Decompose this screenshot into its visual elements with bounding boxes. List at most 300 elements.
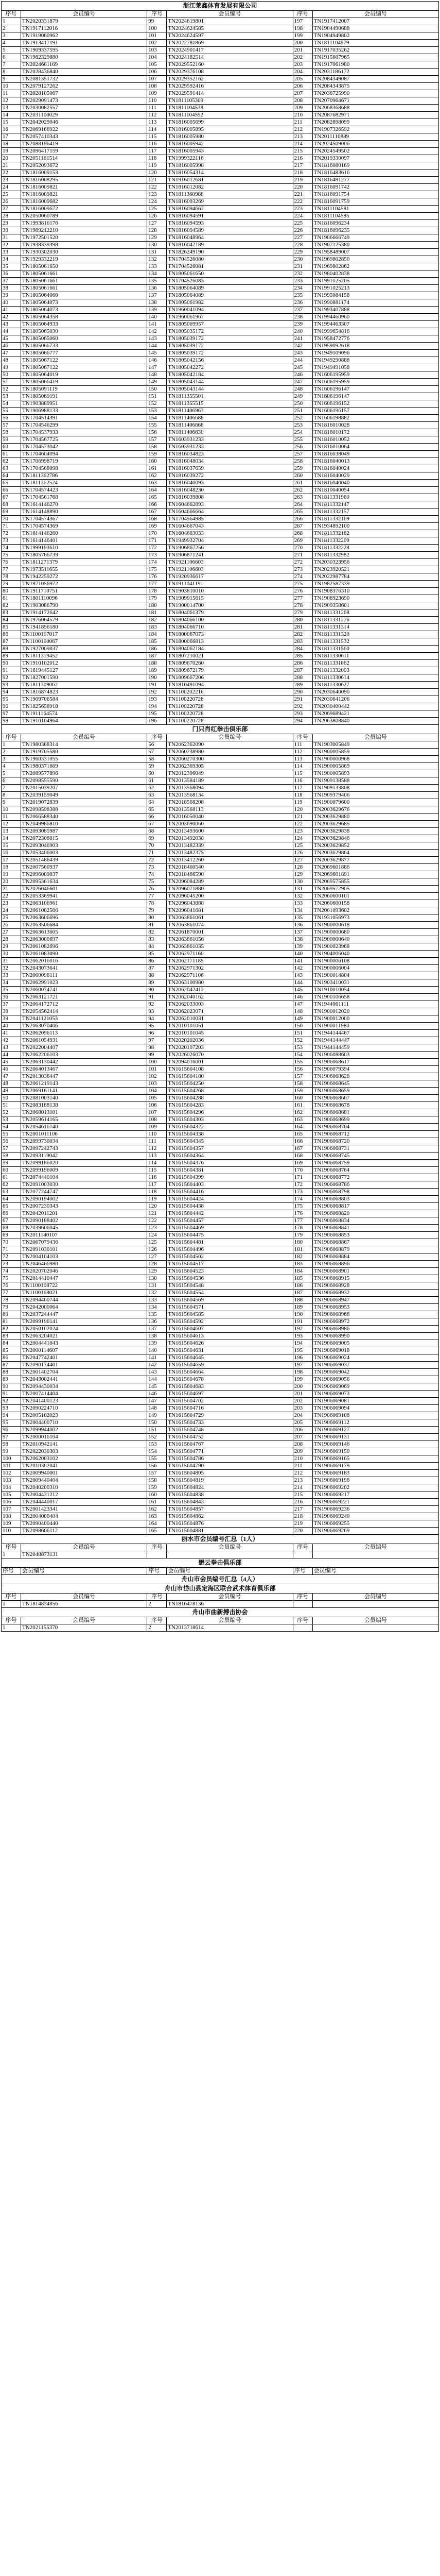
member-code-cell: TN2013492038 [167, 835, 293, 842]
index-cell: 123 [147, 1225, 167, 1232]
index-cell: 143 [147, 1369, 167, 1376]
member-code-cell: TN1816009153 [21, 170, 147, 177]
member-code-cell: TN2098606112 [21, 1528, 147, 1535]
member-code-cell: TN2062369305 [167, 763, 293, 770]
member-code-cell: TN2031100029 [21, 112, 147, 119]
index-cell: 263 [293, 494, 312, 501]
index-cell: 7 [2, 785, 21, 792]
table-row [2, 105, 439, 112]
index-cell: 279 [293, 609, 312, 617]
member-code-cell: TN2030400442 [312, 703, 438, 710]
index-cell: 231 [293, 263, 312, 270]
table-row [2, 32, 439, 40]
member-code-cell: TN1615604288 [167, 1095, 293, 1102]
index-cell: 76 [2, 1282, 21, 1290]
index-cell: 120 [147, 1203, 167, 1210]
index-cell: 285 [293, 653, 312, 660]
index-cell: 78 [147, 900, 167, 907]
member-code-cell: TN1811332157 [312, 509, 438, 516]
index-cell: 126 [147, 213, 167, 220]
table-row [2, 1463, 439, 1470]
member-code-cell: TN1615604250 [167, 1080, 293, 1088]
index-cell: 152 [293, 1037, 312, 1044]
index-cell: 108 [147, 1116, 167, 1124]
member-code-cell: TN2061093602 [312, 907, 438, 914]
member-code-cell: TN1906068896 [312, 1261, 438, 1268]
member-code-header: 会员编号 [167, 1594, 293, 1601]
member-code-cell: TN1800066813 [167, 638, 293, 646]
section-title: 门只肖红拳击俱乐部 [2, 725, 439, 734]
index-cell: 127 [293, 857, 312, 864]
table-row [2, 429, 439, 436]
index-cell: 156 [293, 1066, 312, 1073]
table-row [2, 198, 439, 206]
index-cell: 121 [147, 1210, 167, 1217]
index-cell: 138 [293, 936, 312, 943]
member-code-cell: TN2074440104 [21, 1174, 147, 1181]
member-code-cell: TN2039159049 [21, 792, 147, 799]
member-code-cell: TN1906068817 [312, 1203, 438, 1210]
table-row [2, 1362, 439, 1369]
member-code-cell: TN1906068915 [312, 1275, 438, 1282]
member-code-cell: TN2094400744 [21, 1297, 147, 1304]
member-code-cell: TN1816094591 [167, 213, 293, 220]
index-cell: 60 [2, 1167, 21, 1174]
member-code-cell: TN1906069221 [312, 1499, 438, 1506]
index-cell: 251 [293, 408, 312, 415]
index-cell: 259 [293, 465, 312, 472]
index-cell: 26 [2, 922, 21, 929]
member-code-cell: TN1704567725 [21, 436, 147, 444]
index-cell: 141 [147, 1354, 167, 1362]
member-code-cell: TN2084349087 [312, 76, 438, 83]
member-code-cell: TN1615604771 [167, 1448, 293, 1455]
member-code-cell: TN1908923690 [312, 595, 438, 602]
index-cell: 167 [293, 1145, 312, 1153]
member-code-cell: TN2062171185 [167, 958, 293, 965]
index-cell: 85 [2, 624, 21, 631]
member-code-cell: 会员编号 [312, 1568, 438, 1575]
index-cell: 193 [147, 696, 167, 703]
table-row [2, 864, 439, 871]
member-code-cell: TN2098555590 [21, 777, 147, 785]
index-cell: 213 [293, 133, 312, 141]
member-code-cell: TN1906871241 [167, 552, 293, 559]
index-cell: 239 [293, 321, 312, 328]
member-code-cell: TN1906068986 [312, 1326, 438, 1333]
index-cell: 110 [147, 97, 167, 105]
index-cell: 115 [293, 770, 312, 777]
member-code-cell: TN1816094593 [167, 220, 293, 227]
member-code-cell: TN1994463307 [312, 321, 438, 328]
index-cell: 212 [293, 126, 312, 133]
member-code-cell: TN2019330097 [312, 155, 438, 162]
member-code-cell: TN1904006040 [312, 951, 438, 958]
member-code-cell: TN2099196009 [21, 1167, 147, 1174]
member-code-cell: TN1614146270 [21, 501, 147, 509]
member-code-cell: TN1944144447 [312, 1037, 438, 1044]
index-cell: 150 [147, 386, 167, 393]
index-cell: 1 [2, 741, 21, 749]
table-row [2, 674, 439, 682]
index-cell: 71 [2, 1246, 21, 1253]
table-row [2, 1624, 439, 1632]
member-code-cell: TN1615604862 [167, 1513, 293, 1520]
index-cell: 146 [147, 357, 167, 364]
member-code-cell: TN1805061650 [167, 270, 293, 278]
member-code-cell: TN1826249190 [167, 249, 293, 256]
member-code-cell: TN1606196147 [312, 393, 438, 400]
table-row [2, 343, 439, 350]
index-cell: 286 [293, 660, 312, 667]
index-cell: 50 [2, 371, 21, 379]
index-cell: 93 [2, 682, 21, 689]
table-row [2, 509, 439, 516]
index-cell: 260 [293, 472, 312, 480]
member-code-cell: TN1606196152 [312, 400, 438, 408]
index-cell: 46 [2, 343, 21, 350]
member-code-cell: TN2063613605 [21, 929, 147, 936]
member-code-cell: TN1906068720 [312, 1138, 438, 1145]
member-code-cell: TN1805069191 [21, 393, 147, 400]
index-cell: 199 [293, 1376, 312, 1383]
table-row [2, 285, 439, 292]
member-code-cell: TN2060238980 [167, 749, 293, 756]
index-cell: 12 [2, 821, 21, 828]
member-code-cell: TN1805039172 [167, 343, 293, 350]
index-cell: 181 [147, 609, 167, 617]
member-code-cell: TN1904949802 [312, 32, 438, 40]
table-row [2, 1246, 439, 1253]
member-code-cell: TN1805035172 [167, 328, 293, 335]
index-cell: 158 [147, 1477, 167, 1484]
member-code-cell: TN2001402704 [21, 1369, 147, 1376]
index-cell: 130 [293, 878, 312, 886]
member-code-cell: TN1906068867 [312, 1239, 438, 1246]
index-cell: 119 [147, 1196, 167, 1203]
member-code-cell: TN2094016001 [167, 1059, 293, 1066]
member-code-cell: TN2003629852 [312, 842, 438, 850]
index-cell: 191 [293, 1318, 312, 1326]
member-code-cell: TN1603931233 [167, 436, 293, 444]
table-row [2, 777, 439, 785]
member-code-cell: TN2066588340 [21, 814, 147, 821]
index-cell: 14 [2, 112, 21, 119]
index-cell: 124 [293, 835, 312, 842]
member-code-cell: TN1805065030 [21, 328, 147, 335]
member-code-cell: TN1805039172 [167, 335, 293, 343]
index-cell: 84 [2, 617, 21, 624]
table-row [2, 756, 439, 763]
member-code-cell: TN1805065060 [21, 335, 147, 343]
index-cell: 210 [293, 112, 312, 119]
member-code-cell: TN1816005699 [167, 119, 293, 126]
index-cell: 219 [293, 1520, 312, 1528]
index-cell: 100 [147, 25, 167, 32]
member-code-cell: TN1811406630 [167, 429, 293, 436]
member-code-cell: TN1615604697 [167, 1391, 293, 1398]
member-code-cell: TN2081351732 [21, 76, 147, 83]
member-code-cell: TN1900000968 [312, 756, 438, 763]
index-cell: 77 [2, 1290, 21, 1297]
index-cell: 40 [2, 1023, 21, 1030]
member-code-cell: TN1615604876 [167, 1520, 293, 1528]
table-row [2, 40, 439, 47]
member-code-cell: TN1805066777 [21, 350, 147, 357]
member-code-cell: TN1615604457 [167, 1217, 293, 1225]
member-code-cell: TN1811406688 [167, 415, 293, 422]
index-cell: 147 [147, 1398, 167, 1405]
member-code-cell: TN1949290888 [312, 357, 438, 364]
member-code-cell: TN1816874823 [21, 689, 147, 696]
table-row [2, 965, 439, 972]
index-cell: 89 [2, 653, 21, 660]
table-row [2, 994, 439, 1001]
index-cell: 62 [2, 458, 21, 465]
member-code-cell: TN1900012000 [312, 1015, 438, 1023]
index-cell: 138 [147, 299, 167, 307]
member-code-cell: TN1811271379 [21, 559, 147, 566]
table-row [2, 922, 439, 929]
index-cell: 86 [2, 1354, 21, 1362]
index-cell: 74 [147, 871, 167, 878]
index-cell: 188 [147, 660, 167, 667]
member-code-cell: TN1816040093 [167, 480, 293, 487]
index-cell: 114 [147, 1160, 167, 1167]
index-cell: 84 [2, 1340, 21, 1347]
index-cell: 120 [293, 806, 312, 814]
index-cell: 84 [147, 943, 167, 951]
member-code-cell: TN1615604554 [167, 1290, 293, 1297]
member-code-cell: TN2084343875 [312, 83, 438, 90]
member-code-cell: TN1906068853 [312, 1232, 438, 1239]
member-code-cell: TN1994460960 [312, 314, 438, 321]
member-code-cell: TN1900005869 [312, 763, 438, 770]
member-code-cell: TN2082898099 [312, 119, 438, 126]
table-row [2, 523, 439, 530]
member-code-cell: TN1615604733 [167, 1419, 293, 1427]
index-cell: 10 [2, 806, 21, 814]
index-cell: 134 [147, 270, 167, 278]
table-row [2, 1088, 439, 1095]
member-code-header: 会员编号 [167, 11, 293, 18]
table-row [2, 987, 439, 994]
table-row [2, 69, 439, 76]
member-code-cell: TN1100220728 [167, 703, 293, 710]
member-code-cell: TN2091003030 [21, 1181, 147, 1189]
member-code-cell: TN1944061111 [312, 1001, 438, 1008]
member-code-cell: TN1615604345 [167, 1138, 293, 1145]
member-code-cell: TN1615604659 [167, 1362, 293, 1369]
member-code-cell: TN1906068928 [312, 1282, 438, 1290]
column-header-row [2, 1544, 439, 1551]
member-code-cell: TN2063121721 [21, 994, 147, 1001]
index-cell: 69 [2, 509, 21, 516]
index-cell: 214 [293, 141, 312, 148]
table-row [2, 588, 439, 595]
member-code-header: 会员编号 [21, 11, 147, 18]
member-code-cell: TN2011140107 [21, 1232, 147, 1239]
index-cell: 79 [147, 907, 167, 914]
index-cell: 184 [293, 1268, 312, 1275]
index-cell: 89 [147, 979, 167, 987]
index-cell: 104 [147, 1088, 167, 1095]
table-row [2, 581, 439, 588]
index-cell: 72 [2, 1253, 21, 1261]
index-cell: 28 [2, 213, 21, 220]
index-cell: 227 [293, 234, 312, 242]
table-row [2, 148, 439, 155]
index-cell: 291 [293, 696, 312, 703]
table-row [2, 1167, 439, 1174]
table-row [2, 595, 439, 602]
member-code-cell: TN1903889951 [21, 400, 147, 408]
member-code-cell: TN2022004407 [21, 1044, 147, 1052]
index-cell: 28 [2, 936, 21, 943]
member-code-cell: TN1911041191 [167, 581, 293, 588]
index-cell: 95 [147, 1023, 167, 1030]
member-code-cell: TN2003690060 [167, 821, 293, 828]
member-code-cell: TN2011110889 [312, 133, 438, 141]
member-code-cell: TN1993816176 [21, 220, 147, 227]
member-code-cell: TN1906069042 [312, 1369, 438, 1376]
index-header: 序号 [2, 1544, 21, 1551]
index-cell: 29 [2, 220, 21, 227]
index-cell: 86 [2, 631, 21, 638]
index-cell: 195 [293, 1347, 312, 1354]
index-header: 序号 [2, 734, 21, 741]
member-code-cell: TN1980402838 [312, 270, 438, 278]
table-row [2, 1290, 439, 1297]
member-code-cell: TN2062096113 [21, 1030, 147, 1037]
index-cell: 143 [147, 335, 167, 343]
index-cell: 236 [293, 299, 312, 307]
member-code-cell: TN2024901417 [167, 47, 293, 54]
index-cell: 58 [2, 1153, 21, 1160]
index-cell: 159 [293, 1088, 312, 1095]
member-code-cell: TN2060600101 [312, 893, 438, 900]
member-code-cell: TN1811332147 [312, 501, 438, 509]
index-cell: 156 [147, 1463, 167, 1470]
member-code-cell: TN2099730034 [21, 1138, 147, 1145]
index-cell: 102 [2, 1470, 21, 1477]
index-cell: 序号 [2, 1568, 21, 1575]
member-code-cell: TN1811104592 [167, 112, 293, 119]
member-code-cell: TN1614146260 [21, 530, 147, 537]
member-code-cell: TN2062991023 [21, 979, 147, 987]
index-cell: 95 [2, 696, 21, 703]
member-code-cell: TN1811332003 [312, 667, 438, 674]
member-code-cell: TN1615604399 [167, 1174, 293, 1181]
table-row [2, 770, 439, 777]
index-cell: 88 [2, 646, 21, 653]
member-code-cell: TN2068013101 [21, 1109, 147, 1116]
member-code-cell: TN2050102024 [21, 1326, 147, 1333]
member-code-cell: TN1615604819 [167, 1477, 293, 1484]
member-code-cell: TN2061082696 [21, 943, 147, 951]
member-code-cell: TN1615604645 [167, 1354, 293, 1362]
index-cell: 133 [147, 263, 167, 270]
member-code-cell: TN2004431212 [21, 1492, 147, 1499]
table-row [2, 1376, 439, 1383]
member-code-cell: TN1906068764 [312, 1167, 438, 1174]
member-code-cell: TN1615604322 [167, 1124, 293, 1131]
table-row [2, 1383, 439, 1391]
index-cell: 63 [147, 792, 167, 799]
index-cell: 63 [2, 1189, 21, 1196]
member-code-cell: TN2029352162 [167, 76, 293, 83]
table-row [2, 335, 439, 343]
index-cell: 151 [147, 393, 167, 400]
index-cell: 97 [2, 710, 21, 718]
index-cell: 179 [293, 1232, 312, 1239]
member-code-cell: TN2026026070 [167, 1052, 293, 1059]
table-row [2, 1268, 439, 1275]
index-cell: 107 [2, 1506, 21, 1513]
member-code-cell: TN1615604729 [167, 1412, 293, 1419]
member-code-cell: TN2041400123 [21, 1398, 147, 1405]
index-cell: 77 [2, 566, 21, 573]
index-cell: 143 [293, 972, 312, 979]
member-code-cell: TN1811355515 [167, 400, 293, 408]
index-cell: 5 [2, 770, 21, 777]
index-cell: 234 [293, 285, 312, 292]
index-cell: 73 [147, 864, 167, 871]
member-code-cell: TN1704604094 [21, 451, 147, 458]
member-code-cell: TN2003629676 [312, 806, 438, 814]
member-code-cell: TN1909915615 [167, 595, 293, 602]
table-row [2, 307, 439, 314]
member-code-cell: TN1907326592 [312, 126, 438, 133]
index-cell: 255 [293, 436, 312, 444]
table-row [2, 155, 439, 162]
member-code-header: 会员编号 [312, 734, 438, 741]
index-cell: 289 [293, 682, 312, 689]
index-cell: 90 [2, 660, 21, 667]
index-cell: 182 [147, 617, 167, 624]
member-code-cell: TN1615604592 [167, 1318, 293, 1326]
member-code-cell: TN1100108722 [21, 1282, 147, 1290]
index-cell: 33 [2, 249, 21, 256]
member-code-cell: TN2090224710 [21, 1405, 147, 1412]
table-row [2, 1073, 439, 1080]
index-cell: 99 [147, 1052, 167, 1059]
member-code-cell: TN1993407888 [312, 307, 438, 314]
member-code-cell: TN1917412007 [312, 18, 438, 25]
index-cell: 137 [147, 1326, 167, 1333]
index-cell: 82 [147, 929, 167, 936]
member-code-cell: TN2062010031 [167, 1015, 293, 1023]
member-code-cell: TN1615604626 [167, 1340, 293, 1347]
index-cell: 201 [293, 1391, 312, 1398]
member-code-cell: TN2004000404 [21, 1513, 147, 1520]
member-code-cell: TN2000114607 [21, 1347, 147, 1354]
member-code-cell: TN1615604678 [167, 1376, 293, 1383]
index-cell: 183 [293, 1261, 312, 1268]
index-cell: 185 [293, 1275, 312, 1282]
index-cell: 50 [2, 1095, 21, 1102]
index-cell: 224 [293, 213, 312, 220]
index-cell: 69 [2, 1232, 21, 1239]
table-row [2, 878, 439, 886]
member-code-cell: TN1804066100 [167, 617, 293, 624]
index-cell: 45 [2, 1059, 21, 1066]
index-cell: 97 [147, 1037, 167, 1044]
member-code-cell: TN1614146401 [21, 537, 147, 545]
index-cell: 98 [2, 718, 21, 725]
member-code-cell: TN2060096111 [21, 972, 147, 979]
member-code-cell: TN2007414404 [21, 1391, 147, 1398]
